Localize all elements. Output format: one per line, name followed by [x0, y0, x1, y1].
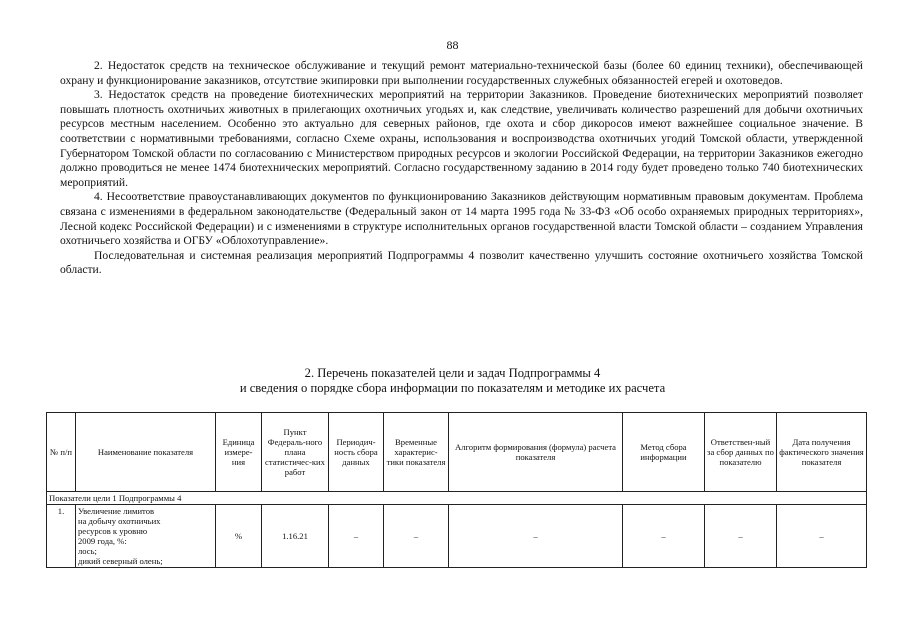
table-group-row [47, 492, 867, 505]
indicators-table [46, 412, 867, 568]
row-name [76, 505, 216, 568]
row-method: – [623, 505, 705, 568]
header-name: Наименование показателя [76, 413, 216, 492]
header-algorithm: Алгоритм формирования (формула) расчета показателя [449, 413, 623, 492]
row-unit: % [216, 505, 262, 568]
row-date: – [777, 505, 867, 568]
header-unit: Единица измере-ния [216, 413, 262, 492]
header-date: Дата получения фактического значения показателя [777, 413, 867, 492]
row-periodicity: – [329, 505, 384, 568]
row-responsible: – [705, 505, 777, 568]
header-plan-item: Пункт Федераль-ного плана статистичес-ких работ [262, 413, 329, 492]
paragraph-item-4: 4. Несоответствие правоустанавливающих документов по функционированию Заказников действующим нормативным правовым документам. Проблема связана с изменениями в федеральном законодательстве (Федеральный закон от 14 марта 1995 года № 33-ФЗ «Об особо охраняемых природных территориях», Лесной кодекс Российской Федерации) и с изменениями в структуре исполнительных органов государственной власти Томской области – созданием Управления охотничьего хозяйства и ОГБУ «Облохотуправление». [60, 190, 863, 248]
header-time-characteristics: Временные характерис-тики показателя [384, 413, 449, 492]
paragraph-conclusion: Последовательная и системная реализация мероприятий Подпрограммы 4 позволит качественно улучшить состояние охотничьего хозяйства Томской области. [60, 248, 863, 277]
body-text [60, 59, 863, 278]
row-plan-item: 1.16.21 [262, 505, 329, 568]
header-responsible: Ответствен-ный за сбор данных по показателю [705, 413, 777, 492]
group-row-label: Показатели цели 1 Подпрограммы 4 [47, 492, 867, 505]
row-algorithm: – [449, 505, 623, 568]
row-time-characteristics: – [384, 505, 449, 568]
row-name-line: лось; [78, 546, 97, 556]
row-name-line: 2009 года, %: [78, 536, 127, 546]
header-periodicity: Периодич-ность сбора данных [329, 413, 384, 492]
paragraph-item-3: 3. Недостаток средств на проведение биотехнических мероприятий на территории Заказников. Проведение биотехнических мероприятий позволяет повышать плотность охотничьих животных в прилегающих охотничьих угодьях и, как следствие, увеличивать количество разрешений для добычи охотничьих ресурсов местным населением. Особенно это актуально для северных районов, где охота и сбор дикоросов имеют важнейшее социальное значение. В соответствии с нормативными требованиями, согласно Схеме охраны, использования и воспроизводства охотничьих угодий Томской области, утвержденной Губернатором Томской области по согласованию с Министерством природных ресурсов и экологии Российской Федерации, на территории Заказников ежегодно должно проводиться не менее 1474 биотехнических мероприятий. Согласно государственному заданию в 2014 году будет проведено только 740 биотехнических мероприятий. [60, 88, 863, 189]
row-num: 1. [47, 505, 76, 568]
section-title-line2: и сведения о порядке сбора информации по показателям и методике их расчета [239, 381, 666, 395]
row-name-line: ресурсов к уровню [78, 526, 148, 536]
paragraph-item-2: 2. Недостаток средств на техническое обслуживание и текущий ремонт материально-технической базы (более 60 единиц техники), обеспечивающей охрану и функционирование заказников, отсутствие экипировки при выполнении государственных служебных обязанностей егерей и охотоведов. [60, 59, 863, 87]
header-num: № п/п [47, 413, 76, 492]
row-name-line: Увеличение лимитов [78, 506, 155, 516]
header-method: Метод сбора информации [623, 413, 705, 492]
table-header-row [47, 413, 867, 492]
section-title-line1: 2. Перечень показателей цели и задач Подпрограммы 4 [304, 366, 601, 380]
page-number: 88 [446, 38, 459, 52]
section-title [0, 366, 905, 396]
row-name-line: на добычу охотничьих [78, 516, 161, 526]
table-row [47, 505, 867, 568]
row-name-line: дикий северный олень; [78, 556, 163, 566]
